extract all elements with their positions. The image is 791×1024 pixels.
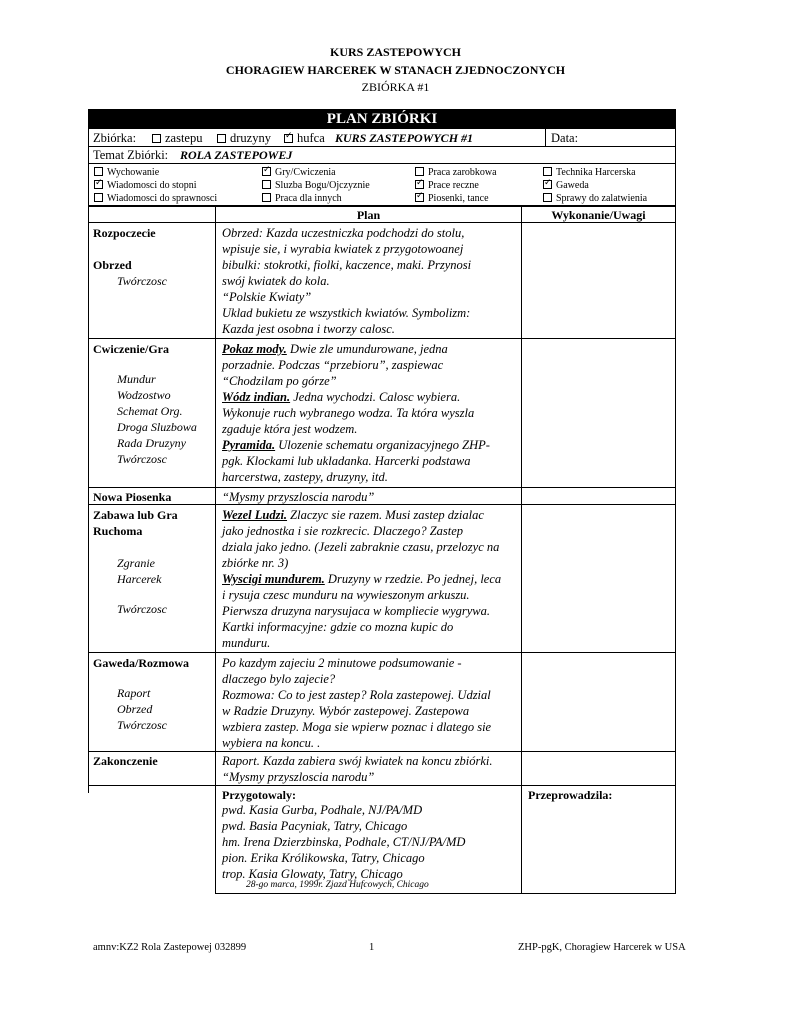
row-sub-item: Rada Druzyny — [117, 436, 186, 450]
zbiorka-checkbox-druzyny[interactable] — [217, 134, 226, 143]
row-sub-item: Schemat Org. — [117, 404, 183, 418]
row-zakonczenie-label — [93, 753, 158, 769]
zbiorka-option-druzyny[interactable]: druzyny — [217, 131, 271, 146]
category-checkbox[interactable] — [415, 167, 424, 176]
plan-banner — [88, 109, 676, 129]
row-sub-item: Mundur — [117, 372, 156, 386]
category-checkbox[interactable] — [94, 167, 103, 176]
row-sub-item: Harcerek — [117, 572, 162, 586]
zbiorka-checkbox-hufca[interactable] — [284, 134, 293, 143]
row-piosenka-label — [93, 489, 171, 505]
activity-heading: Wyscigi mundurem. — [222, 572, 325, 586]
row-subtitle: Obrzed — [93, 258, 132, 272]
category-checkbox[interactable] — [543, 180, 552, 189]
activity-heading: Wódz indian. — [222, 390, 291, 404]
row-rozpoczecie-plan: Obrzed: Kazda uczestniczka podchodzi do stolu, wpisuje sie, i wyrabia kwiatek z przygotowoanej bibulki: stokrotki, fiolki, kaczence, maki. Przynosi swój kwiatek do kola. “Polskie Kwiaty” Uklad bukietu ze wszystkich kwiatów. Symbolizm: Kazda jest osobna i tworzy calosc. — [222, 226, 472, 336]
prepared-name: trop. Kasia Glowaty, Tatry, Chicago — [222, 867, 403, 881]
row-gaweda-label — [93, 655, 189, 733]
category-wychowanie[interactable]: Wychowanie — [94, 166, 159, 179]
row-title: Gaweda/Rozmowa — [93, 656, 189, 670]
category-checkbox[interactable] — [415, 193, 424, 202]
row-sub-item: Raport — [117, 686, 151, 700]
prepared-note: 28-go marca, 1999r. Zjazd Hufcowych, Chicago — [246, 880, 429, 890]
category-praca-dla-innych[interactable]: Praca dla innych — [262, 192, 342, 205]
row-sub-item: Wodzostwo — [117, 388, 171, 402]
category-wiadomosci-stopni[interactable]: ✓Wiadomosci do stopni — [94, 179, 197, 192]
activity-heading: Pokaz mody. — [222, 342, 287, 356]
category-praca-zarobkowa[interactable]: Praca zarobkowa — [415, 166, 497, 179]
row-title: Zabawa lub Gra — [93, 508, 178, 522]
zbiorka-label: Zbiórka: — [93, 131, 137, 145]
column-header-notes: Wykonanie/Uwagi — [551, 208, 646, 222]
category-checkbox[interactable] — [262, 167, 271, 176]
date-label: Data: — [551, 131, 579, 145]
category-technika[interactable]: Technika Harcerska — [543, 166, 636, 179]
row-cwiczenie-label — [93, 341, 197, 467]
column-header-plan: Plan — [356, 208, 381, 222]
row-rozpoczecie-label — [93, 225, 167, 289]
category-prace-reczne[interactable]: ✓Prace reczne — [415, 179, 479, 192]
zbiorka-row — [93, 131, 136, 146]
footer-doc-id: amnv:KZ2 Rola Zastepowej 032899 — [93, 942, 247, 953]
row-sub-item: Droga Sluzbowa — [117, 420, 197, 434]
topic-label: Temat Zbiórki: — [93, 148, 169, 162]
zbiorka-checkbox-zastepu[interactable] — [152, 134, 161, 143]
page-number: 1 — [369, 942, 375, 953]
prepared-name: pwd. Basia Pacyniak, Tatry, Chicago — [222, 819, 408, 833]
row-zabawa-label — [93, 507, 178, 617]
zbiorka-option-hufca[interactable]: ✓ hufca — [284, 131, 325, 146]
activity-heading: Wezel Ludzi. — [222, 508, 288, 522]
category-checkbox[interactable] — [543, 167, 552, 176]
category-gry-cwiczenia[interactable]: ✓Gry/Cwiczenia — [262, 166, 336, 179]
row-cwiczenie-plan: Pokaz mody. Dwie zle umundurowane, jedna porzadnie. Podczas “przebioru”, zaspiewac “Chodzilam po górze” Wódz indian. Jedna wychodzi. Calosc wybiera. Wykonuje ruch wybranego wodza. Ta która wyszla zgaduje która jest wodzem. Pyramida. Ulozenie schematu organizacyjnego ZHP- pgk. Klockami lub ukladanka. Harcerki podstawa harcerstwa, zastepy, druzyny, itd. — [222, 342, 490, 484]
activity-heading: Pyramida. — [222, 438, 276, 452]
zbiorka-option-zastepu[interactable]: zastepu — [152, 131, 202, 146]
row-sub-item: Twórczosc — [117, 274, 168, 288]
doc-subtitle: CHORAGIEW HARCEREK W STANACH ZJEDNOCZONYCH — [225, 63, 566, 77]
row-sub-item: Obrzed — [117, 702, 153, 716]
doc-title: KURS ZASTEPOWYCH — [329, 45, 462, 59]
category-gaweda[interactable]: ✓Gaweda — [543, 179, 589, 192]
course-name: KURS ZASTEPOWYCH #1 — [335, 131, 474, 145]
category-piosenki[interactable]: ✓Piosenki, tance — [415, 192, 489, 205]
conducted-label: Przeprowadzila: — [528, 788, 613, 802]
row-title: Cwiczenie/Gra — [93, 342, 169, 356]
row-sub-item: Twórczosc — [117, 602, 168, 616]
prepared-name: hm. Irena Dzierzbinska, Podhale, CT/NJ/PA/MD — [222, 835, 466, 849]
prepared-name: pion. Erika Królikowska, Tatry, Chicago — [222, 851, 425, 865]
footer-organization: ZHP-pgK, Choragiew Harcerek w USA — [518, 942, 686, 953]
category-checkbox[interactable] — [415, 180, 424, 189]
plan-banner-text: PLAN ZBIÓRKI — [326, 111, 438, 127]
row-zakonczenie-plan: Raport. Kazda zabiera swój kwiatek na koncu zbiórki. “Mysmy przyszloscia narodu” — [222, 754, 493, 784]
row-sub-item: Twórczosc — [117, 718, 168, 732]
row-title: Rozpoczecie — [93, 226, 156, 240]
row-sub-item: Twórczosc — [117, 452, 168, 466]
prepared-label: Przygotowaly: — [222, 788, 296, 802]
topic-value: ROLA ZASTEPOWEJ — [180, 148, 293, 162]
row-gaweda-plan: Po kazdym zajeciu 2 minutowe podsumowanie - dlaczego bylo zajecie? Rozmowa: Co to jest zastep? Rola zastepowej. Udzial w Radzie Druzyny. Wybór zastepowej. Zastepowa wzbiera zastep. Moga sie wpierw poznac i dlatego sie wybiera na koncu. . — [222, 656, 492, 750]
prepared-name: pwd. Kasia Gurba, Podhale, NJ/PA/MD — [222, 803, 423, 817]
category-sprawy[interactable]: Sprawy do zalatwienia — [543, 192, 647, 205]
category-sluzba[interactable]: Sluzba Bogu/Ojczyznie — [262, 179, 370, 192]
category-checkbox[interactable] — [262, 193, 271, 202]
category-checkbox[interactable] — [94, 180, 103, 189]
row-title: Nowa Piosenka — [93, 490, 172, 504]
row-title-cont: Ruchoma — [93, 524, 143, 538]
category-wiadomosci-sprawnosci[interactable]: Wiadomosci do sprawnosci — [94, 192, 217, 205]
row-zabawa-plan: Wezel Ludzi. Zlaczyc sie razem. Musi zastep dzialac jako jednostka i sie rozkrecic. Dlaczego? Zastep dziala jako jedno. (Jezeli zabraknie czasu, przelozyc na zbiórke nr. 3) Wyscigi mundurem. Druzyny w rzedzie. Po jednej, leca i rysuja czesc munduru na wywieszonym arkuszu. Pierwsza druzyna narysujaca w kompliecie wygrywa. Kartki informacyjne: gdzie co mozna kupic do munduru. — [222, 508, 502, 650]
category-checkbox[interactable] — [262, 180, 271, 189]
doc-meeting-number: ZBIÓRKA #1 — [361, 80, 430, 94]
category-checkbox[interactable] — [94, 193, 103, 202]
row-sub-item: Zgranie — [117, 556, 156, 570]
row-piosenka-plan: “Mysmy przyszloscia narodu” — [222, 490, 375, 504]
row-title: Zakonczenie — [93, 754, 158, 768]
category-checkbox[interactable] — [543, 193, 552, 202]
prepared-names — [222, 802, 465, 882]
